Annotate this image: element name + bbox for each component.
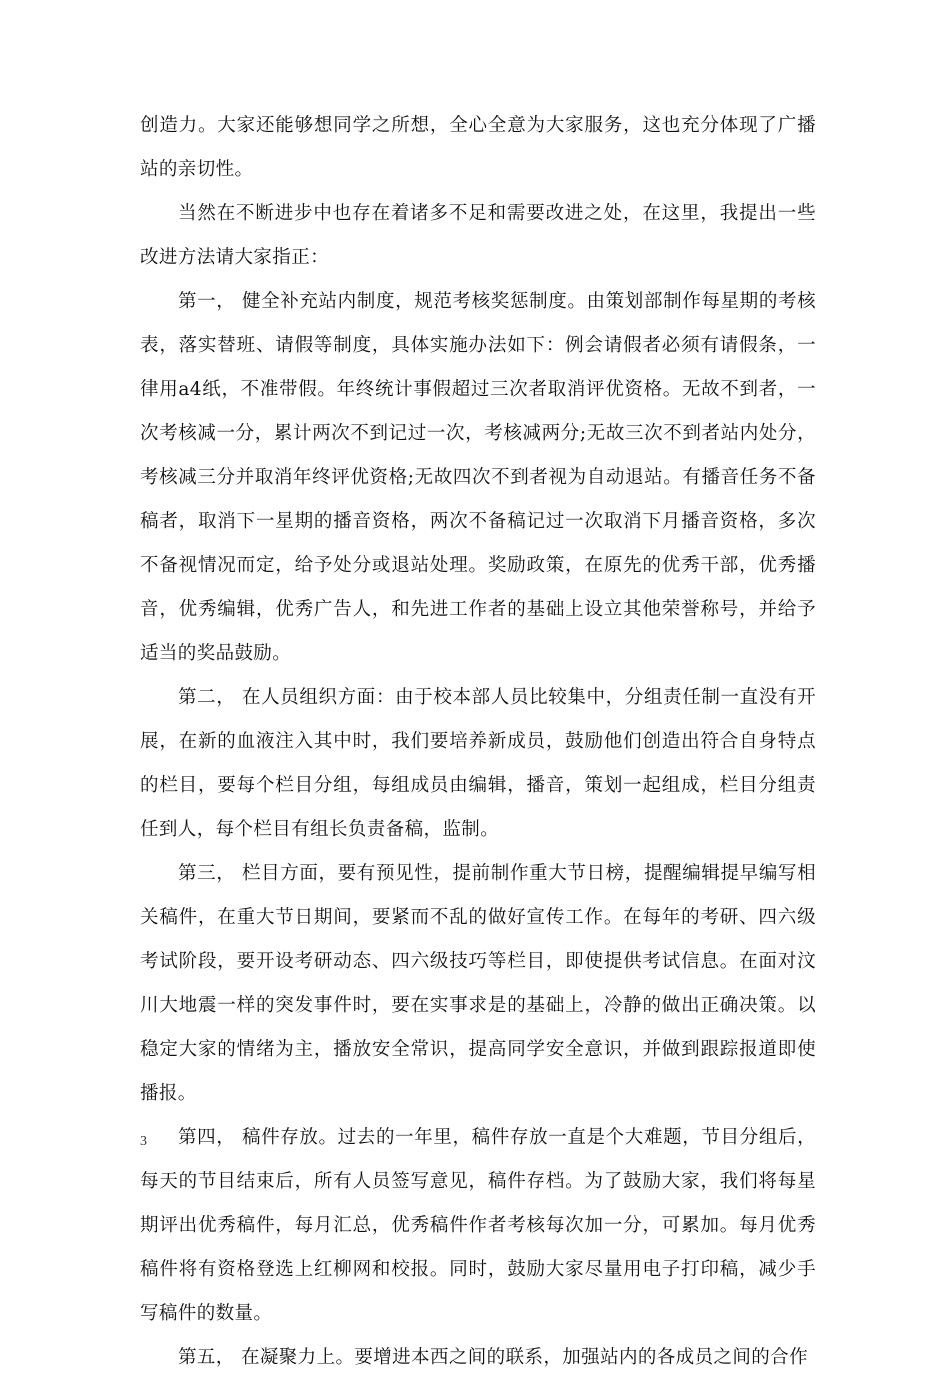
paragraph-6: 第四， 稿件存放。过去的一年里，稿件存放一直是个大难题，节目分组后，每天的节目结束后，所有人员签写意见，稿件存档。为了鼓励大家，我们将每星期评出优秀稿件，每月汇总，优秀稿件作者考核每次加一分，可累加。每月优秀稿件将有资格登选上红柳网和校报。同时，鼓励大家尽量用电子打印稿，减少手写稿件的数量。 bbox=[140, 1127, 816, 1324]
paragraph-2: 当然在不断进步中也存在着诸多不足和需要改进之处，在这里，我提出一些改进方法请大家指正： bbox=[140, 203, 816, 268]
paragraph-4: 第二， 在人员组织方面：由于校本部人员比较集中，分组责任制一直没有开展，在新的血液注入其中时，我们要培养新成员，鼓励他们创造出符合自身特点的栏目，要每个栏目分组，每组成员由编辑，播音，策划一起组成，栏目分组责任到人，每个栏目有组长负责备稿，监制。 bbox=[140, 687, 816, 840]
paragraph-7: 第五， 在凝聚力上。要增进本西之间的联系，加强站内的各成员之间的合作 bbox=[178, 1347, 808, 1368]
paragraph-1: 创造力。大家还能够想同学之所想，全心全意为大家服务，这也充分体现了广播站的亲切性。 bbox=[140, 115, 816, 180]
page-number: 3 bbox=[140, 1134, 147, 1149]
paragraph-3: 第一， 健全补充站内制度，规范考核奖惩制度。由策划部制作每星期的考核表，落实替班、请假等制度，具体实施办法如下：例会请假者必须有请假条，一律用a4纸，不准带假。年终统计事假超过三次者取消评优资格。无故不到者，一次考核减一分，累计两次不到记过一次，考核减两分;无故三次不到者站内处分，考核减三分并取消年终评优资格;无故四次不到者视为自动退站。有播音任务不备稿者，取消下一星期的播音资格，两次不备稿记过一次取消下月播音资格，多次不备视情况而定，给予处分或退站处理。奖励政策，在原先的优秀干部，优秀播音，优秀编辑，优秀广告人，和先进工作者的基础上设立其他荣誉称号，并给予适当的奖品鼓励。 bbox=[140, 291, 816, 664]
paragraph-5: 第三， 栏目方面，要有预见性，提前制作重大节日榜，提醒编辑提早编写相关稿件，在重大节日期间，要紧而不乱的做好宣传工作。在每年的考研、四六级考试阶段，要开设考研动态、四六级技巧等栏目，即使提供考试信息。在面对汶川大地震一样的突发事件时，要在实事求是的基础上，冷静的做出正确决策。以稳定大家的情绪为主，播放安全常识，提高同学安全意识，并做到跟踪报道即使播报。 bbox=[140, 863, 816, 1104]
document-body bbox=[140, 104, 816, 1380]
